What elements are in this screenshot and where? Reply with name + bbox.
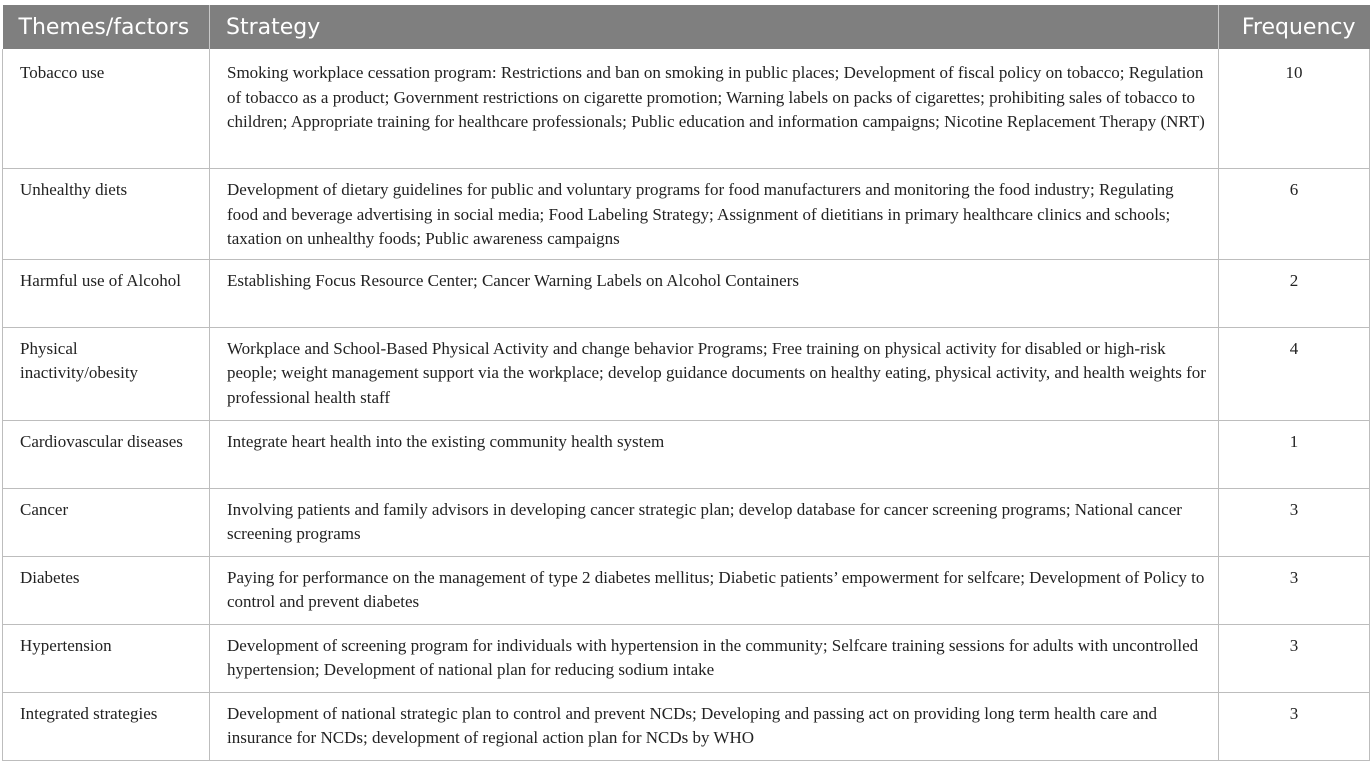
theme-cell: Cancer [3,488,210,556]
frequency-cell: 10 [1219,49,1370,169]
header-strategy: Strategy [210,5,1219,49]
theme-cell: Hypertension [3,624,210,692]
strategy-cell: Smoking workplace cessation program: Restrictions and ban on smoking in public places; Development of fiscal policy on tobacco; Regulation of tobacco as a product; Government restrictions on cigarette promotion; Warning labels on packs of cigarettes; prohibiting sales of tobacco to children; Appropriate training for healthcare professionals; Public education and information campaigns; Nicotine Replacement Therapy (NRT) [210,49,1219,169]
frequency-cell: 3 [1219,488,1370,556]
table-row [3,624,1370,692]
table-row [3,169,1370,260]
table-header-row [3,5,1370,49]
table-row [3,49,1370,169]
table-row [3,692,1370,760]
table-row [3,488,1370,556]
table-row [3,327,1370,420]
frequency-cell: 2 [1219,259,1370,327]
theme-cell: Integrated strategies [3,692,210,760]
frequency-cell: 3 [1219,624,1370,692]
strategies-table [2,5,1370,761]
theme-cell: Harmful use of Alcohol [3,259,210,327]
theme-cell: Unhealthy diets [3,169,210,260]
table-row [3,556,1370,624]
strategy-cell: Development of screening program for individuals with hypertension in the community; Selfcare training sessions for adults with uncontrolled hypertension; Development of national plan for reducing sodium intake [210,624,1219,692]
strategy-cell: Workplace and School-Based Physical Activity and change behavior Programs; Free training on physical activity for disabled or high-risk people; weight management support via the workplace; develop guidance documents on healthy eating, physical activity, and health weights for professional health staff [210,327,1219,420]
strategy-cell: Establishing Focus Resource Center; Cancer Warning Labels on Alcohol Containers [210,259,1219,327]
theme-cell: Diabetes [3,556,210,624]
theme-cell: Tobacco use [3,49,210,169]
strategy-cell: Development of national strategic plan to control and prevent NCDs; Developing and passing act on providing long term health care and insurance for NCDs; development of regional action plan for NCDs by WHO [210,692,1219,760]
theme-cell: Cardiovascular diseases [3,420,210,488]
frequency-cell: 3 [1219,556,1370,624]
frequency-cell: 6 [1219,169,1370,260]
table-row [3,420,1370,488]
strategy-cell: Development of dietary guidelines for public and voluntary programs for food manufacturers and monitoring the food industry; Regulating food and beverage advertising in social media; Food Labeling Strategy; Assignment of dietitians in primary healthcare clinics and schools; taxation on unhealthy foods; Public awareness campaigns [210,169,1219,260]
strategy-cell: Involving patients and family advisors in developing cancer strategic plan; develop database for cancer screening programs; National cancer screening programs [210,488,1219,556]
frequency-cell: 4 [1219,327,1370,420]
frequency-cell: 3 [1219,692,1370,760]
strategy-cell: Integrate heart health into the existing community health system [210,420,1219,488]
frequency-cell: 1 [1219,420,1370,488]
header-themes: Themes/factors [3,5,210,49]
table-row [3,259,1370,327]
strategy-cell: Paying for performance on the management of type 2 diabetes mellitus; Diabetic patients’ empowerment for selfcare; Development of Policy to control and prevent diabetes [210,556,1219,624]
theme-cell: Physical inactivity/obesity [3,327,210,420]
header-frequency: Frequency [1219,5,1370,49]
